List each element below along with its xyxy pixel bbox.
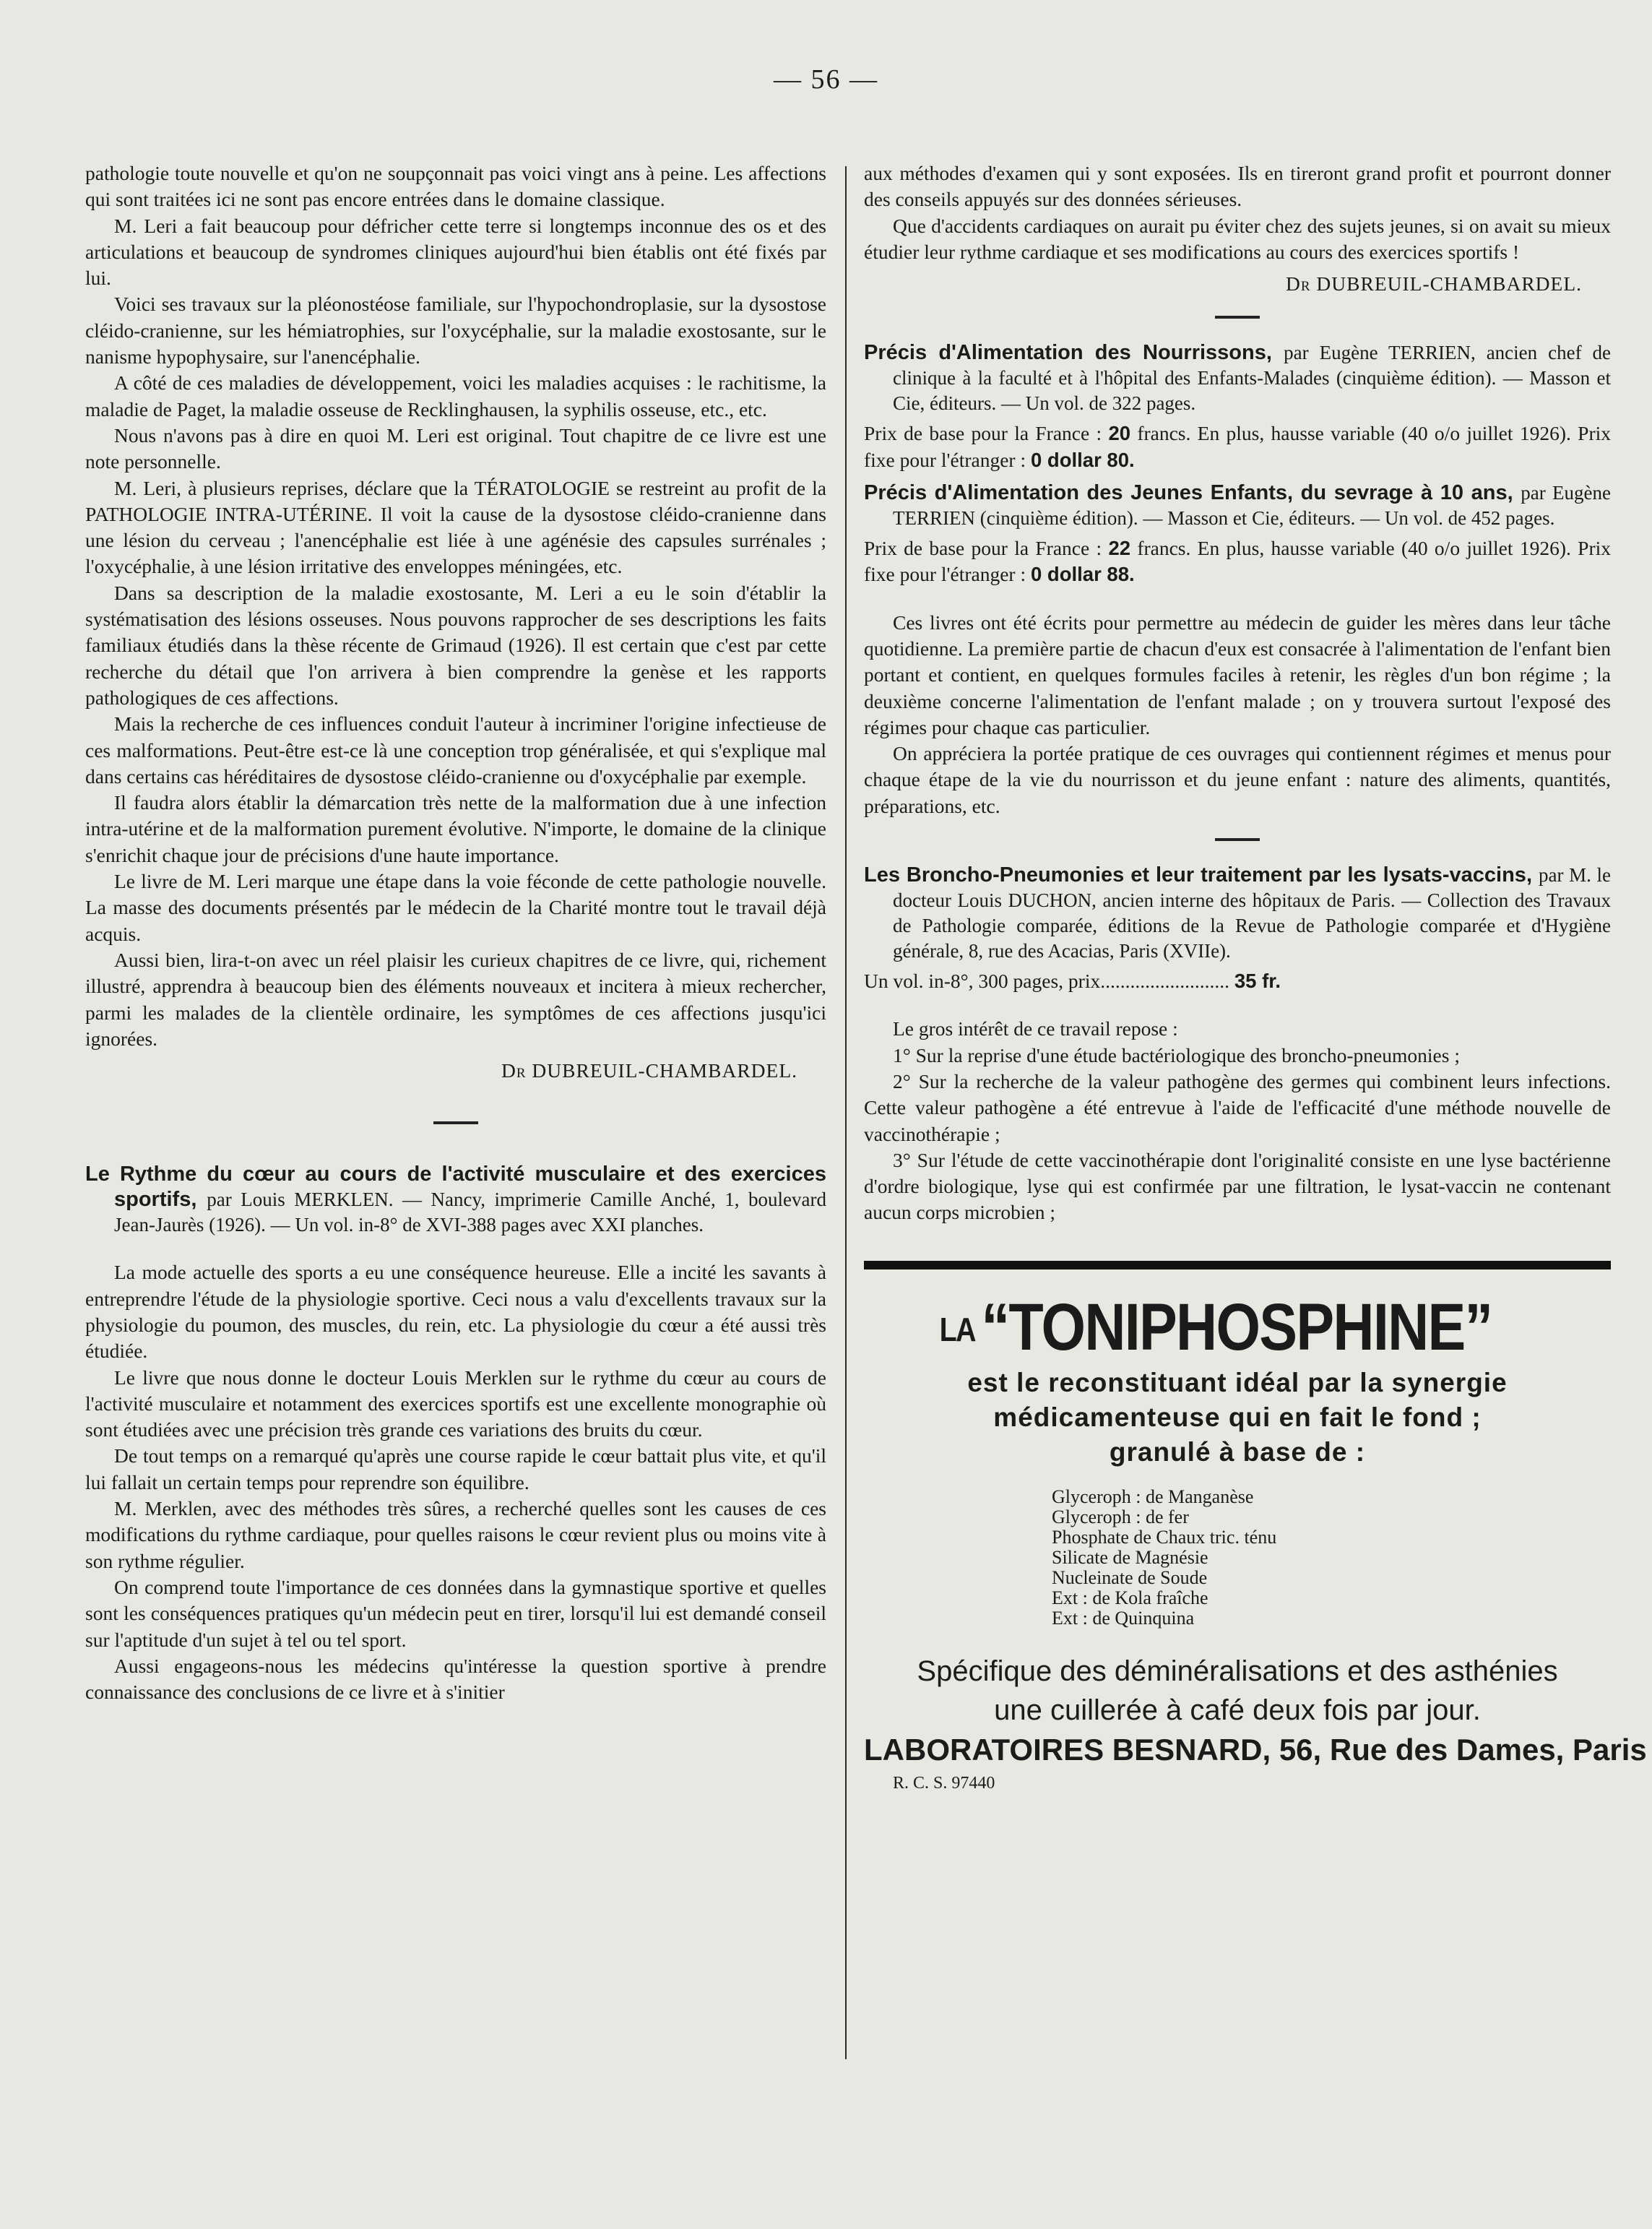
paragraph: Que d'accidents cardiaques on aurait pu éviter chez des sujets jeunes, si on avait su mieux étudier leur rythme cardiaque et ses modifications au cours des exercices sportifs !	[864, 214, 1611, 263]
right-column	[864, 160, 1647, 1796]
list-item: Phosphate de Chaux tric. ténu	[1052, 1526, 1277, 1548]
paragraph: Il faudra alors établir la démarcation très nette de la malformation due à une infection intra-utérine et de la malformation purement évolutive. N'importe, le domaine de la clinique s'enrichit chaque jour de précisions d'une haute importance.	[85, 791, 826, 866]
ad-tagline: granulé à base de :	[1109, 1436, 1366, 1467]
paragraph: M. Leri a fait beaucoup pour défricher cette terre si longtemps inconnue des os et des articulations et beaucoup de syndromes cliniques aujourd'hui bien établis ont été fixés par lui.	[85, 214, 826, 290]
ad-laboratory: LABORATOIRES BESNARD, 56, Rue des Dames, Paris	[864, 1732, 1647, 1767]
paragraph: pathologie toute nouvelle et qu'on ne soupçonnait pas voici vingt ans à peine. Les affections qui sont traitées ici ne sont pas encore entrées dans le domaine classique.	[85, 162, 826, 211]
price-line: Prix de base pour la France : 22 francs. En plus, hausse variable (40 o/o juillet 1926). Prix fixe pour l'étranger : 0 dollar 88.	[864, 537, 1611, 586]
list-item: Ext : de Kola fraîche	[1052, 1587, 1208, 1608]
book-title: Le Rythme du cœur au cours de l'activité musculaire et des exercices sportifs,	[85, 1163, 826, 1212]
paragraph: aux méthodes d'examen qui y sont exposées. Ils en tireront grand profit et pourront donner des conseils appuyés sur des données sérieuses.	[864, 162, 1611, 211]
signature: Dr DUBREUIL-CHAMBARDEL.	[501, 1059, 797, 1082]
paragraph: Voici ses travaux sur la pléonostéose familiale, sur l'hypochondroplasie, sur la dysostose cléido-cranienne, sur les hémiatrophies, sur l'oxycéphalie, sur la maladie exostosante, sur le nanisme hypophysaire, sur l'anencéphalie.	[85, 293, 826, 368]
paragraph: Le gros intérêt de ce travail repose :	[893, 1017, 1178, 1040]
paragraph: M. Merklen, avec des méthodes très sûres, a recherché quelles sont les causes de ces modifications du rythme cardiaque, pour quelles raisons le cœur revient plus ou moins vite à son rythme régulier.	[85, 1497, 826, 1572]
section-rule	[1215, 316, 1260, 319]
signature: Dr DUBREUIL-CHAMBARDEL.	[1286, 272, 1582, 296]
ingredient-list	[1052, 1487, 1611, 1629]
book-reference	[864, 340, 1611, 416]
book-details: par Louis MERKLEN. — Nancy, imprimerie Camille Anché, 1, boulevard Jean-Jaurès (1926). — Un vol. in-8° de XVI-388 pages avec XXI planches.	[114, 1189, 827, 1236]
paragraph: Dans sa description de la maladie exostosante, M. Leri a eu le soin d'établir la systématisation des lésions osseuses. Nous pouvons rapprocher de ses descriptions les faits familiaux étudiés dans la thèse récente de Grimaud (1926). Il est certain que c'est par cette recherche du détail que l'on arrivera à bien comprendre la genèse et les rapports pathologiques de ces affections.	[85, 581, 826, 709]
list-item: Glyceroph : de fer	[1052, 1506, 1189, 1527]
paragraph: Nous n'avons pas à dire en quoi M. Leri est original. Tout chapitre de ce livre est une note personnelle.	[85, 423, 826, 473]
paragraph: La mode actuelle des sports a eu une conséquence heureuse. Elle a incité les savants à entreprendre l'étude de la physiologie sportive. Ceci nous a valu d'excellents travaux sur la physiologie du poumon, des muscles, du rein, etc. La physiologie du cœur a été aussi très étudiée.	[85, 1261, 826, 1363]
book-details: par Eugène TERRIEN (cinquième édition). — Masson et Cie, éditeurs. — Un vol. de 452 pages.	[893, 482, 1612, 530]
paragraph: On appréciera la portée pratique de ces ouvrages qui contiennent régimes et menus pour chaque étape de la vie du nourrisson et du jeune enfant : nature des aliments, quantités, préparations, etc.	[864, 742, 1611, 817]
section-rule	[433, 1121, 478, 1124]
paragraph: 3° Sur l'étude de cette vaccinothérapie dont l'originalité consiste en une lyse bactérienne d'ordre biologique, lyse qui est confirmée par une filtration, le lysat-vaccin ne contenant aucun corps microbien ;	[864, 1148, 1611, 1224]
column-divider	[845, 166, 847, 2059]
list-item: Silicate de Magnésie	[1052, 1546, 1208, 1568]
paragraph: Mais la recherche de ces influences conduit l'auteur à incriminer l'origine infectieuse de ces malformations. Peut-être est-ce là une conception trop généralisée, et qui s'explique mal dans certains cas héréditaires de dysostose cléido-cranienne ou d'oxycéphalie par exemple.	[85, 712, 826, 788]
page-number: — 56 —	[774, 64, 878, 95]
price-line: Un vol. in-8°, 300 pages, prix.......................... 35 fr.	[864, 970, 1281, 993]
price-line: Prix de base pour la France : 20 francs. En plus, hausse variable (40 o/o juillet 1926). Prix fixe pour l'étranger : 0 dollar 80.	[864, 422, 1611, 471]
left-column	[85, 160, 826, 1705]
list-item: Ext : de Quinquina	[1052, 1607, 1195, 1629]
list-item: Nucleinate de Soude	[1052, 1566, 1208, 1588]
book-title: Précis d'Alimentation des Jeunes Enfants, du sevrage à 10 ans,	[864, 481, 1513, 505]
paragraph: Le livre que nous donne le docteur Louis Merklen sur le rythme du cœur au cours de l'activité musculaire et notamment des exercices sportifs est une excellente monographie où sont étudiées avec une précision très grande ces variations des bruits du cœur.	[85, 1366, 826, 1441]
ad-specification: Spécifique des déminéralisations et des asthénies une cuillerée à café deux fois par jour.	[917, 1655, 1558, 1726]
paragraph: De tout temps on a remarqué qu'après une course rapide le cœur battait plus vite, et qu'il lui fallait un certain temps pour reprendre son équilibre.	[85, 1444, 826, 1493]
ad-top-rule	[864, 1261, 1611, 1269]
paragraph: A côté de ces maladies de développement, voici les maladies acquises : le rachitisme, la maladie de Paget, la maladie osseuse de Recklinghausen, la syphilis osseuse, etc., etc.	[85, 371, 826, 421]
list-item: Glyceroph : de Manganèse	[1052, 1486, 1254, 1507]
paragraph: 1° Sur la reprise d'une étude bactériologique des broncho-pneumonies ;	[893, 1043, 1460, 1066]
book-reference	[864, 480, 1611, 531]
ad-tagline: est le reconstituant idéal par la synergie	[967, 1367, 1508, 1397]
book-reference	[864, 863, 1611, 964]
paragraph: 2° Sur la recherche de la valeur pathogène des germes qui combinent leurs infections. Cette valeur pathogène a été entrevue à l'aide de l'efficacité d'une méthode nouvelle de vaccinothérapie ;	[864, 1069, 1611, 1145]
paragraph: Ces livres ont été écrits pour permettre au médecin de guider les mères dans leur tâche quotidienne. La première partie de chacun d'eux est consacrée à l'alimentation de l'enfant bien portant et contient, en quelques formules faciles à retenir, les règles d'un bon régime ; la deuxième concerne l'alimentation de l'enfant malade ; on y trouvera surtout l'exposé des régimes pour chaque cas particulier.	[864, 611, 1611, 738]
paragraph: On comprend toute l'importance de ces données dans la gymnastique sportive et quelles sont les conséquences pratiques qu'un médecin peut en tirer, lorsqu'il lui est demandé conseil sur l'aptitude d'un sujet à tel ou tel sport.	[85, 1575, 826, 1651]
book-details: par M. le docteur Louis DUCHON, ancien interne des hôpitaux de Paris. — Collection des Travaux de Pathologie comparée, éditions de la Revue de Pathologie comparée et d'Hygiène générale, 8, rue des Acacias, Paris (XVIIe).	[893, 864, 1612, 962]
ad-brand: LA“TONIPHOSPHINE”	[939, 1290, 1492, 1364]
book-title: Précis d'Alimentation des Nourrissons,	[864, 341, 1272, 365]
book-title: Les Broncho-Pneumonies et leur traitement par les lysats-vaccins,	[864, 863, 1532, 887]
book-details: par Eugène TERRIEN, ancien chef de clinique à la faculté et à l'hôpital des Enfants-Malades (cinquième édition). — Masson et Cie, éditeurs. — Un vol. de 322 pages.	[893, 342, 1611, 415]
section-rule	[1215, 838, 1260, 841]
paragraph: Aussi bien, lira-t-on avec un réel plaisir les curieux chapitres de ce livre, qui, richement illustré, apprendra à beaucoup bien des éléments nouveaux et incitera à mieux rechercher, parmi les malades de la clientèle ordinaire, les symptômes de ces affections jusqu'ici ignorées.	[85, 948, 826, 1050]
book-reference	[85, 1162, 826, 1238]
advertisement	[864, 1290, 1647, 1796]
paragraph: Le livre de M. Leri marque une étape dans la voie féconde de cette pathologie nouvelle. La masse des documents présentés par le médecin de la Charité montre tout le travail déjà acquis.	[85, 870, 826, 945]
paragraph: Aussi engageons-nous les médecins qu'intéresse la question sportive à prendre connaissance des conclusions de ce livre et à s'initier	[85, 1654, 826, 1704]
paragraph: M. Leri, à plusieurs reprises, déclare que la TÉRATOLOGIE se restreint au profit de la PATHOLOGIE INTRA-UTÉRINE. Il voit la cause de la dysostose cléido-cranienne dans une lésion du cerveau ; l'anencéphalie est liée à une agénésie des capsules surrénales ; l'oxycéphalie, à une lésion irritative des enveloppes méningées, etc.	[85, 476, 826, 578]
ad-tagline: médicamenteuse qui en fait le fond ;	[993, 1402, 1482, 1432]
ad-registration: R. C. S. 97440	[893, 1773, 995, 1793]
